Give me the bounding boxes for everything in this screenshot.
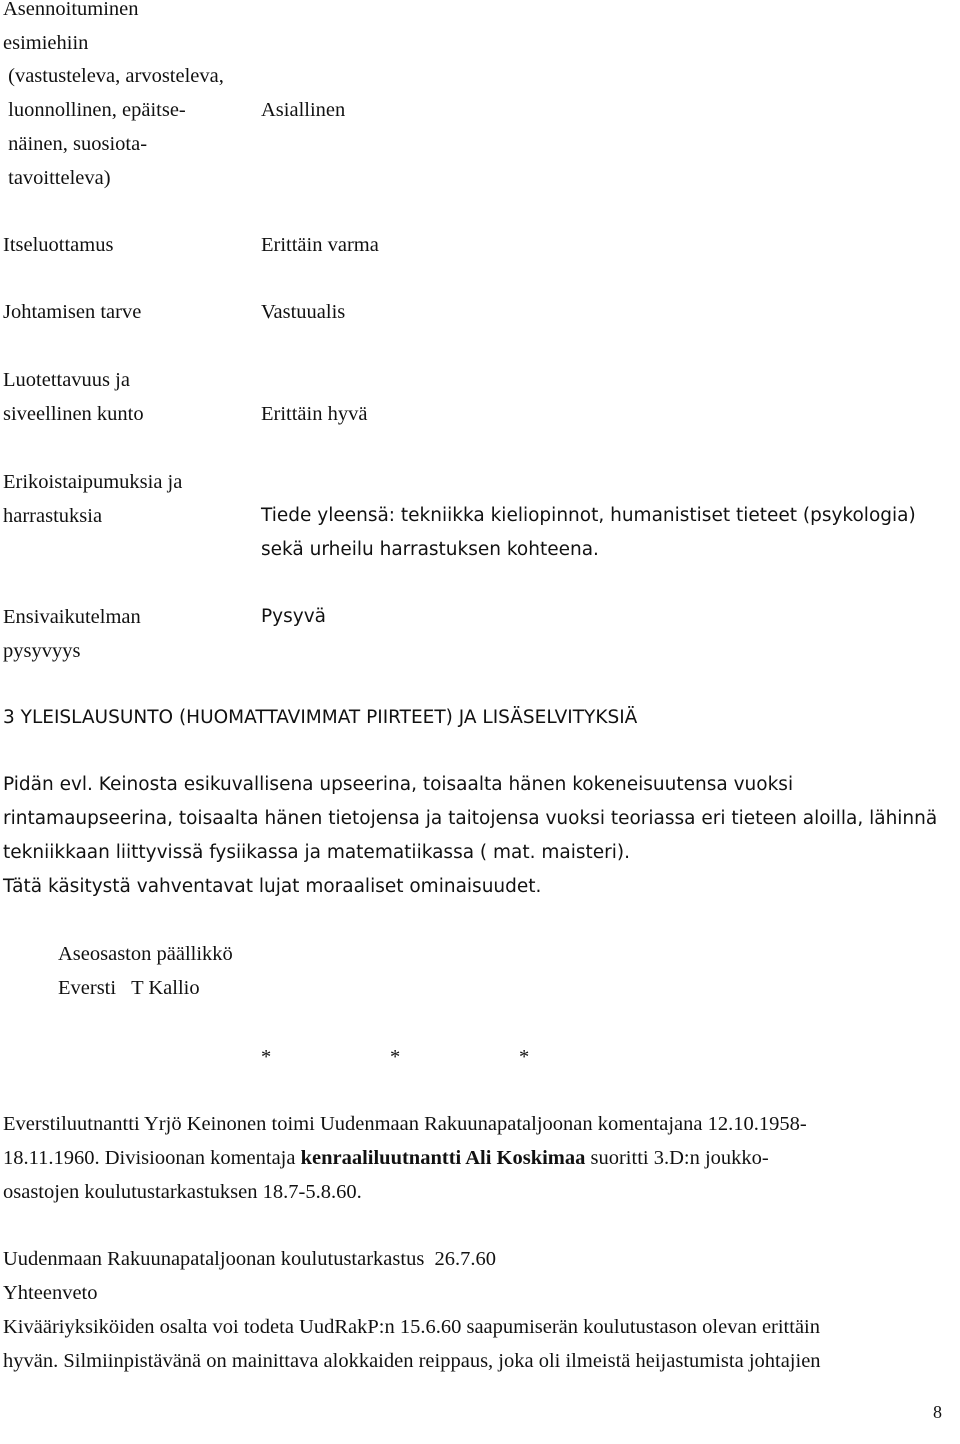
trait-label-line: pysyvyys (3, 640, 81, 662)
trait-label-line: näinen, suosiota- (3, 133, 148, 155)
trait-value: Erittäin hyvä (261, 403, 368, 425)
inspection-title: Uudenmaan Rakuunapataljoonan koulutustarkastus 26.7.60 (3, 1248, 497, 1270)
trait-value: Tiede yleensä: tekniikka kieliopinnot, humanistiset tieteet (psykologia) (261, 505, 916, 526)
inspection-line: Kivääriyksiköiden osalta voi todeta UudRakP:n 15.6.60 saapumiserän koulutustason olevan erittäin (3, 1316, 820, 1338)
trait-label-line: harrastuksia (3, 505, 103, 527)
page-number: 8 (933, 1402, 942, 1422)
trait-label-line: luonnollinen, epäitse- (3, 99, 186, 121)
trait-label-line: esimiehiin (3, 32, 89, 54)
trait-label-line: Itseluottamus (3, 234, 114, 256)
statement-line: tekniikkaan liittyvissä fysiikassa ja matematiikassa ( mat. maisteri). (3, 842, 631, 863)
statement-line: Tätä käsitystä vahventavat lujat moraaliset ominaisuudet. (3, 876, 542, 897)
trait-value: Vastuualis (261, 301, 346, 323)
signature-name: Eversti T Kallio (58, 977, 200, 999)
trait-value: Asiallinen (261, 99, 346, 121)
separator-star: * (390, 1046, 401, 1068)
trait-label-line: (vastusteleva, arvosteleva, (3, 65, 224, 87)
commander-name: kenraaliluutnantti Ali Koskimaa (300, 1147, 586, 1169)
trait-label-line: Johtamisen tarve (3, 301, 142, 323)
trait-label-line: Ensivaikutelman (3, 606, 141, 628)
statement-line: Pidän evl. Keinosta esikuvallisena upseerina, toisaalta hänen kokeneisuutensa vuoksi (3, 774, 794, 795)
statement-line: rintamaupseerina, toisaalta hänen tietojensa ja taitojensa vuoksi teoriassa eri tieteen aloilla, lähinnä (3, 808, 938, 829)
trait-label-line: Erikoistaipumuksia ja (3, 471, 183, 493)
trait-label-line: tavoitteleva) (3, 167, 111, 189)
separator-star: * (261, 1046, 272, 1068)
commander-line: Everstiluutnantti Yrjö Keinonen toimi Uudenmaan Rakuunapataljoonan komentajana 12.10.1958- (3, 1113, 807, 1135)
trait-value: Erittäin varma (261, 234, 379, 256)
commander-text: 18.11.1960. Divisioonan komentaja (3, 1147, 301, 1169)
trait-label-line: Luotettavuus ja (3, 369, 130, 391)
trait-label-line: siveellinen kunto (3, 403, 144, 425)
section-heading: 3 YLEISLAUSUNTO (HUOMATTAVIMMAT PIIRTEET) JA LISÄSELVITYKSIÄ (3, 707, 638, 728)
commander-line (3, 1141, 769, 1175)
commander-line: osastojen koulutustarkastuksen 18.7-5.8.60. (3, 1181, 362, 1203)
trait-value: sekä urheilu harrastuksen kohteena. (261, 539, 599, 560)
separator-star: * (519, 1046, 530, 1068)
trait-label-line: Asennoituminen (3, 0, 139, 20)
trait-value: Pysyvä (261, 606, 326, 627)
inspection-line: hyvän. Silmiinpistävänä on mainittava alokkaiden reippaus, joka oli ilmeistä heijastumista johtajien (3, 1350, 821, 1372)
signature-title: Aseosaston päällikkö (58, 943, 233, 965)
inspection-subtitle: Yhteenveto (3, 1282, 98, 1304)
commander-text: suoritti 3.D:n joukko- (585, 1147, 769, 1169)
separator (0, 1040, 960, 1074)
